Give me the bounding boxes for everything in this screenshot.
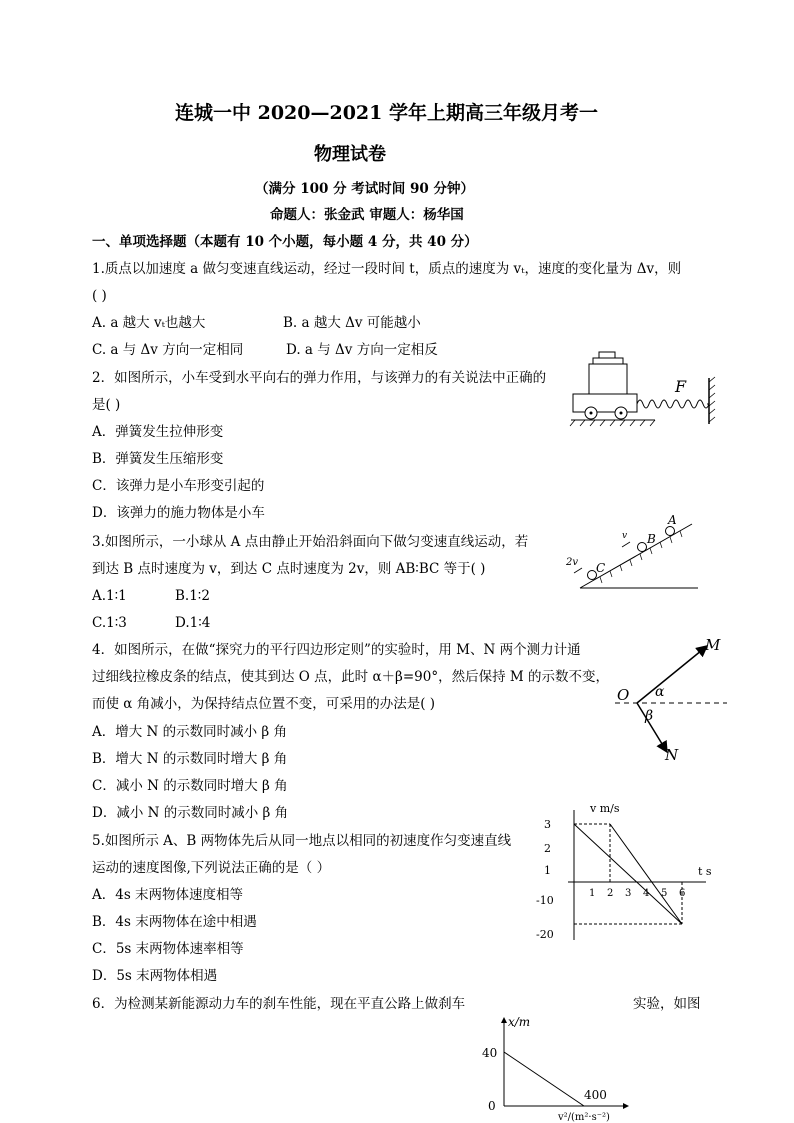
- weight-body: [589, 364, 627, 394]
- q2-stem-line1: 2．如图所示，小车受到水平向右的弹力作用，与该弹力的有关说法中正确的: [92, 370, 547, 386]
- q1-option-b: B. a 越大 Δv 可能越小: [283, 315, 421, 331]
- ytick-3: 3: [544, 818, 551, 831]
- q4-stem-line3: 而使 α 角减小，为保持结点位置不变，可采用的办法是( ): [92, 696, 436, 712]
- xv-xtick-400: 400: [584, 1088, 607, 1102]
- xtick-5: 5: [661, 888, 668, 899]
- q1-stem-line1: 1.质点以加速度 a 做匀变速直线运动，经过一段时间 t，质点的速度为 vₜ，速度的变化量为 Δv，则: [92, 261, 682, 277]
- ball-a: [666, 527, 675, 536]
- wall-hatch: [709, 377, 715, 422]
- incline-slope: [580, 524, 692, 588]
- line-a: [574, 824, 682, 924]
- xv-origin: 0: [488, 1099, 496, 1113]
- label-n: N: [665, 746, 679, 764]
- ball-b: [638, 543, 647, 552]
- label-c: C: [596, 561, 606, 575]
- q1-option-a: A. a 越大 vₜ也越大: [92, 315, 206, 331]
- ground-hatch: [570, 420, 655, 426]
- exam-meta: （满分 100 分 考试时间 90 分钟）: [255, 181, 474, 197]
- vt-ylabel: v m/s: [590, 802, 620, 815]
- q4-stem-line1: 4．如图所示，在做“探究力的平行四边形定则”的实验时，用 M、N 两个测力计通: [92, 642, 581, 658]
- ytick-neg10: -10: [536, 894, 554, 907]
- q3-stem-line1: 3.如图所示，一小球从 A 点由静止开始沿斜面向下做匀变速直线运动，若: [92, 534, 529, 550]
- spring: [637, 400, 709, 408]
- weight-top: [599, 352, 615, 358]
- q3-option-b: B.1∶2: [175, 588, 210, 604]
- q3-stem-line2: 到达 B 点时速度为 v，到达 C 点时速度为 2v，则 AB∶BC 等于( ): [92, 561, 486, 577]
- arrow-2v: [574, 568, 582, 573]
- q2-option-c: C．该弹力是小车形变引起的: [92, 478, 265, 494]
- exam-title: 连城一中 2020—2021 学年上期高三年级月考一: [175, 102, 598, 124]
- label-m: M: [705, 636, 721, 654]
- label-a: A: [668, 513, 677, 527]
- section-heading: 一、单项选择题（本题有 10 个小题，每小题 4 分，共 40 分）: [92, 234, 478, 250]
- q3-option-a: A.1∶1: [92, 588, 127, 604]
- q6-stem-line1: 6．为检测某新能源动力车的刹车性能，现在平直公路上做刹车: [92, 996, 466, 1012]
- q1-stem-line2: ( ): [92, 288, 107, 304]
- q4-option-c: C．减小 N 的示数同时增大 β 角: [92, 778, 288, 794]
- xv-line: [504, 1052, 584, 1106]
- label-b: B: [647, 532, 656, 546]
- q1-option-d: D. a 与 Δv 方向一定相反: [286, 342, 438, 358]
- q2-option-b: B．弹簧发生压缩形变: [92, 451, 224, 467]
- force-parallelogram-figure: [615, 630, 730, 765]
- label-o: O: [617, 686, 630, 704]
- label-v: v: [622, 531, 628, 541]
- x-v2-graph: [478, 1012, 648, 1122]
- q5-stem-line2: 运动的速度图像,下列说法正确的是（ ）: [92, 860, 331, 876]
- xtick-6: 6: [679, 888, 686, 899]
- q2-option-d: D．该弹力的施力物体是小车: [92, 505, 265, 521]
- xv-xlabel: v²/(m²·s⁻²): [558, 1112, 610, 1122]
- vt-xlabel: t s: [698, 865, 712, 878]
- q4-option-a: A．增大 N 的示数同时减小 β 角: [92, 724, 288, 740]
- q2-option-a: A．弹簧发生拉伸形变: [92, 424, 224, 440]
- q4-option-b: B．增大 N 的示数同时增大 β 角: [92, 751, 288, 767]
- label-beta: β: [645, 708, 654, 724]
- ytick-neg20: -20: [536, 928, 554, 941]
- q4-option-d: D．减小 N 的示数同时减小 β 角: [92, 805, 289, 821]
- subject-title: 物理试卷: [314, 144, 386, 165]
- xv-ylabel: x/m: [508, 1015, 531, 1029]
- q5-stem-line1: 5.如图所示 A、B 两物体先后从同一地点以相同的初速度作匀变速直线: [92, 833, 512, 849]
- incline-figure: [560, 510, 700, 592]
- q2-stem-line2: 是( ): [92, 397, 121, 413]
- arrow-v: [622, 542, 630, 547]
- ytick-1: 1: [544, 864, 551, 877]
- q4-stem-line2: 过细线拉橡皮条的结点，使其到达 O 点，此时 α＋β=90°，然后保持 M 的示数不变，: [92, 669, 610, 685]
- q1-option-c: C. a 与 Δv 方向一定相同: [92, 342, 244, 358]
- xtick-1: 1: [589, 888, 596, 899]
- q5-option-b: B．4s 末两物体在途中相遇: [92, 914, 257, 930]
- xtick-3: 3: [625, 888, 632, 899]
- line-b: [610, 824, 682, 924]
- label-alpha: α: [655, 684, 665, 700]
- q6-stem-line1-tail: 实验，如图: [633, 996, 701, 1012]
- xtick-4: 4: [643, 888, 650, 899]
- q3-option-d: D.1∶4: [175, 615, 211, 631]
- q5-option-c: C．5s 末两物体速率相等: [92, 941, 244, 957]
- cart-body: [573, 394, 637, 412]
- weight-neck: [593, 358, 623, 364]
- incline-hatch: [600, 531, 682, 583]
- cart-spring-figure: [565, 350, 725, 430]
- xv-ytick-40: 40: [482, 1046, 498, 1060]
- ytick-2: 2: [544, 842, 551, 855]
- velocity-time-graph: [528, 800, 718, 942]
- q5-option-d: D．5s 末两物体相遇: [92, 968, 218, 984]
- force-label: F: [675, 377, 687, 396]
- force-m-line: [637, 646, 707, 703]
- xtick-2: 2: [607, 888, 614, 899]
- q5-option-a: A．4s 末两物体速度相等: [92, 887, 244, 903]
- q3-option-c: C.1∶3: [92, 615, 127, 631]
- exam-authors: 命题人：张金武 审题人：杨华国: [270, 207, 464, 223]
- label-2v: 2v: [566, 557, 579, 568]
